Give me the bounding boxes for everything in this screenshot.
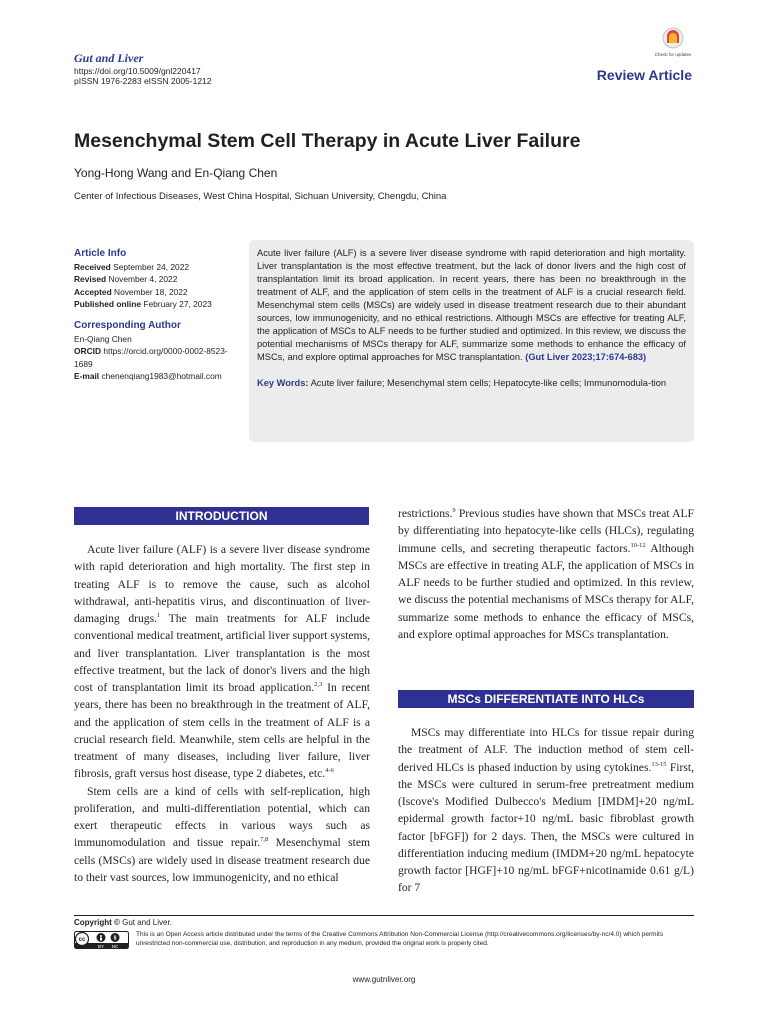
article-info-panel (74, 248, 246, 383)
article-type: Review Article (596, 67, 692, 83)
article-info-heading: Article Info (74, 248, 127, 259)
check-for-updates-label: Check for updates (654, 52, 692, 57)
cc-text: cc (78, 937, 86, 943)
left-column (74, 541, 370, 886)
nc-text: NC (111, 943, 119, 949)
creative-commons-icon[interactable] (74, 931, 129, 949)
intro-paragraph-3: restrictions.$^9$ Previous studies have shown that MSCs treat ALF by differentiating into hepatocyte-like cells (HLCs), regulating immune cells, and secreting therapeutic factors.$^{10-12}$ Although MSCs are effective in treating ALF, the application of MSCs in ALF needs to be further studied and optimized. In this review, we discuss the potential mechanisms of MSCs therapy for ALF, summarize some methods to enhance the efficacy of MSCs, and explore optimal approaches for MSCs transplantation. (398, 507, 694, 641)
intro-paragraph-1: Acute liver failure (ALF) is a severe liver disease syndrome with rapid deterioration and high mortality. The first step in treating ALF is to remove the cause, such as alcohol withdrawal, anti-hepatitis virus, and discontinuation of liver-damaging drugs.$^1$ The main treatments for ALF include conventional medical treatment, artificial liver support systems, and liver transplantation. Liver transplantation is the most effective treatment, but the lack of donor's livers and the high cost of transplantation limit its broad application.$^{2,3}$ In recent years, there has been no breakthrough in the treatment of ALF, and the application of stem cells in the treatment of ALF is a crucial research field. Meanwhile, stem cells are helpful in the treatment of many diseases, including liver failure, liver fibrosis, graft versus host disease, type 2 diabetes, etc.$^{4-6}$ (74, 543, 370, 781)
article-title: Mesenchymal Stem Cell Therapy in Acute Liver Failure (74, 130, 581, 152)
email-line[interactable]: E-mail chenenqiang1983@hotmail.com (74, 371, 222, 382)
svg-text:$: $ (113, 935, 117, 942)
affiliation: Center of Infectious Diseases, West China Hospital, Sichuan University, Chengdu, China (74, 191, 447, 202)
footer-divider (74, 915, 694, 916)
abstract-box (249, 240, 694, 442)
citation: (Gut Liver 2023;17:674-683) (525, 352, 647, 362)
received-line: Received September 24, 2022 (74, 261, 190, 272)
issn-line: pISSN 1976-2283 eISSN 2005-1212 (74, 76, 212, 86)
revised-line: Revised November 4, 2022 (74, 274, 178, 285)
mscs-differentiate-heading: MSCs DIFFERENTIATE INTO HLCs (398, 690, 694, 708)
journal-name: Gut and Liver (74, 51, 144, 65)
mscs-paragraph-1: MSCs may differentiate into HLCs for tissue repair during the treatment of ALF. The induction method of stem cell-derived HLCs is phased induction by using cytokines.$^{13-15}$ First, the MSCs were cultured in serum-free pretreatment medium (Iscove's Modified Dulbecco's Medium [IMDM]+20 ng/mL epidermal growth factor+10 ng/mL basic fibroblast growth factor [bFGF]) for 2 days. Then, the MSCs were cultured in differentiation inducing medium (IMDM+20 ng/mL hepatocyte growth factor [HGF]+10 ng/mL bFGF+nicotinamide 0.61 g/L) for 7 (398, 726, 694, 895)
keywords: Key Words: Acute liver failure; Mesenchymal stem cells; Hepatocyte-like cells; Immunomodula-tion (257, 378, 667, 388)
by-text: BY (97, 943, 105, 949)
corresponding-name: En-Qiang Chen (74, 333, 132, 344)
right-column-top (398, 505, 694, 643)
right-column-bottom (398, 724, 694, 897)
doi-link[interactable]: https://doi.org/10.5009/gnl220417 (74, 66, 201, 76)
introduction-heading: INTRODUCTION (74, 507, 369, 525)
copyright-line: Copyright © Gut and Liver. (74, 918, 172, 927)
authors: Yong-Hong Wang and En-Qiang Chen (74, 166, 278, 180)
journal-url[interactable]: www.gutnliver.org (352, 975, 416, 984)
published-line: Published online February 27, 2023 (74, 299, 212, 310)
orcid-line[interactable]: ORCID https://orcid.org/0000-0002-8523-1689 (74, 346, 228, 369)
corresponding-author-heading: Corresponding Author (74, 319, 181, 331)
accepted-line: Accepted November 18, 2022 (74, 286, 188, 297)
intro-paragraph-2: Stem cells are a kind of cells with self-replication, high proliferation, and multi-differentiation potential, which can exert therapeutic effects in various ways such as immunomodulation and tissue repair.$^{7,8}$ Mesenchymal stem cells (MSCs) are widely used in disease treatment research due to their vast sources, low immunogenicity, and no ethical (74, 784, 370, 884)
license-text: This is an Open Access article distributed under the terms of the Creative Commons Attribution Non-Commercial License (http://creativecommons.org/licenses/by-nc/4.0) which permits unrestricted non-commercial use, distribution, and reproduction in any medium, provided the original work is properly cited. (136, 931, 664, 947)
abstract-text: Acute liver failure (ALF) is a severe liver disease syndrome with rapid deterioration and high mortality. Liver transplantation is the most effective treatment, but the lack of donor livers and the high cost of transplantation limit its broad application. In recent years, there has been no breakthrough in the treatment of ALF, and the application of stem cells in the treatment of ALF is a crucial research field. Mesenchymal stem cells (MSCs) are widely used in disease treatment research due to their abundant sources, low immunogenicity, and no ethical restrictions. Although MSCs are effective for treating ALF, the application of MSCs to ALF needs to be further studied and optimized. In this review, we discuss the potential mechanisms of MSCs therapy for ALF, summarize some methods to enhance the efficacy of MSCs, and explore optimal approaches for MSC transplantation. (Gut Liver 2023;17:674-683) (257, 248, 686, 362)
